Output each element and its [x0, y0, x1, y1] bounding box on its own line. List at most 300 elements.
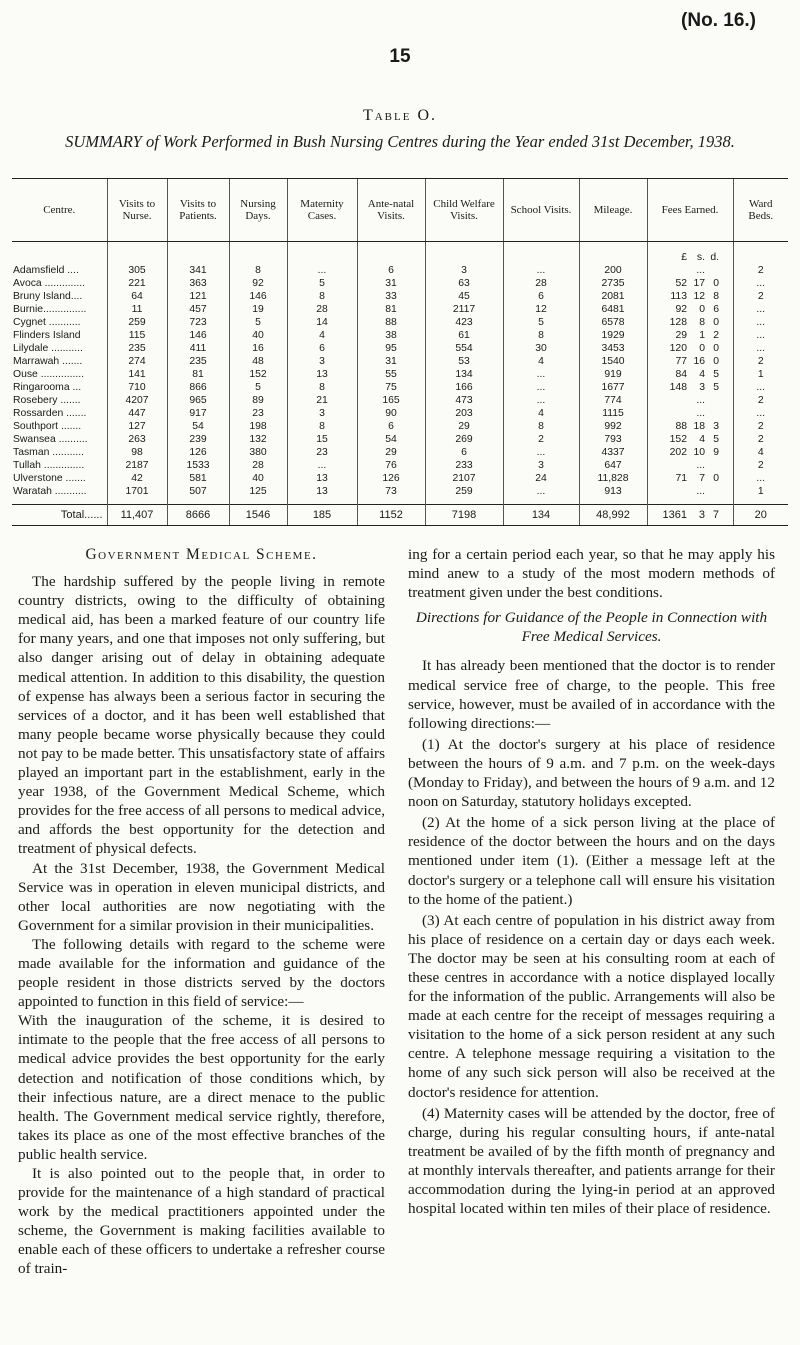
centre-name: Waratah ...........	[13, 486, 87, 497]
total-cell: 11,407	[107, 505, 167, 526]
table-cell: 3	[287, 355, 357, 368]
table-cell: ...	[503, 394, 579, 407]
column-header: Mileage.	[579, 179, 647, 242]
table-cell: 11	[107, 303, 167, 316]
table-cell: 23	[287, 446, 357, 459]
table-cell: 710	[107, 381, 167, 394]
table-cell: 14	[287, 316, 357, 329]
table-cell: 8	[229, 264, 287, 277]
table-cell: 166	[425, 381, 503, 394]
fee-part: 17	[693, 278, 705, 289]
table-cell: 19	[229, 303, 287, 316]
column-header: Nursing Days.	[229, 179, 287, 242]
table-cell: 6	[287, 342, 357, 355]
fee-part: 0	[713, 473, 719, 484]
table-cell: 235	[167, 355, 229, 368]
table-cell	[647, 368, 733, 381]
table-cell: 5	[287, 277, 357, 290]
fee-part: 148	[669, 382, 687, 393]
fee-part: 84	[675, 369, 687, 380]
fee-part: 0	[713, 278, 719, 289]
table-cell: 4	[503, 407, 579, 420]
table-cell: 8	[287, 420, 357, 433]
table-cell: 15	[287, 433, 357, 446]
fee-part: 1	[699, 330, 705, 341]
table-row	[12, 433, 788, 446]
fee-part: 3	[699, 382, 705, 393]
column-header: Visits to Patients.	[167, 179, 229, 242]
table-cell: 28	[503, 277, 579, 290]
table-cell: 165	[357, 394, 425, 407]
table-cell: 263	[107, 433, 167, 446]
table-cell	[647, 381, 733, 394]
table-cell: ...	[733, 303, 788, 316]
table-cell: 2081	[579, 290, 647, 303]
table-row	[12, 316, 788, 329]
table-cell: 89	[229, 394, 287, 407]
left-column	[18, 545, 385, 1279]
centre-name: Ouse ...............	[13, 369, 85, 380]
total-cell: 185	[287, 505, 357, 526]
paragraph: (4) Maternity cases will be attended by the doctor, free of charge, during his regular consulting hours, if ante-natal treatment be availed of by the fifth month of pregnancy and at monthly intervals thereafter, and patients arrange for their accommodation during the lying-in period at an approved hospital located within ten miles of their place of residence.	[408, 1104, 775, 1218]
table-cell: 1701	[107, 485, 167, 498]
table-cell: 132	[229, 433, 287, 446]
table-cell: 38	[357, 329, 425, 342]
table-cell: 239	[167, 433, 229, 446]
table-cell	[647, 355, 733, 368]
table-row	[12, 485, 788, 498]
table-cell: 198	[229, 420, 287, 433]
table-cell: 8	[503, 329, 579, 342]
table-cell: 423	[425, 316, 503, 329]
fee-part: 52	[675, 278, 687, 289]
table-cell: 16	[229, 342, 287, 355]
table-cell: 866	[167, 381, 229, 394]
empty-cell	[357, 242, 425, 265]
table-cell: ...	[287, 264, 357, 277]
table-cell: 3	[425, 264, 503, 277]
table-row	[12, 394, 788, 407]
table-cell: ...	[733, 277, 788, 290]
fee-part: 18	[693, 421, 705, 432]
table-cell: 8	[287, 381, 357, 394]
table-cell: 126	[357, 472, 425, 485]
table-row	[12, 290, 788, 303]
table-cell	[647, 290, 733, 303]
total-label: Total......	[12, 505, 107, 526]
column-header: Maternity Cases.	[287, 179, 357, 242]
table-cell: 4207	[107, 394, 167, 407]
table-cell: 31	[357, 277, 425, 290]
fee-part: 5	[713, 382, 719, 393]
table-cell: 221	[107, 277, 167, 290]
table-cell: 12	[503, 303, 579, 316]
total-cell: 20	[733, 505, 788, 526]
table-cell: ...	[733, 472, 788, 485]
centre-name: Tullah ..............	[13, 460, 85, 471]
table-cell: ...	[503, 485, 579, 498]
table-cell: 5	[229, 316, 287, 329]
table-cell: 1115	[579, 407, 647, 420]
fee-part: 0	[713, 343, 719, 354]
table-cell: 30	[503, 342, 579, 355]
total-cell: 48,992	[579, 505, 647, 526]
right-column	[408, 545, 775, 1220]
table-cell	[647, 394, 733, 407]
table-cell: 125	[229, 485, 287, 498]
table-cell: ...	[503, 368, 579, 381]
table-cell: 647	[579, 459, 647, 472]
directions-subheading: Directions for Guidance of the People in Connection with Free Medical Services.	[415, 609, 768, 646]
table-cell: 2	[503, 433, 579, 446]
continuation-paragraph: ing for a certain period each year, so that he may apply his mind anew to a study of the most modern methods of treatment given under the best conditions.	[408, 546, 775, 602]
column-header: Ward Beds.	[733, 179, 788, 242]
table-cell: 29	[425, 420, 503, 433]
fee-part: 88	[675, 421, 687, 432]
paragraph: (2) At the home of a sick person living at the place of residence of the doctor between the hours and on the days mentioned under item (1). (Either a message left at the doctor's surgery or a telephone call will ensure his visitation to the home of the patient.)	[408, 814, 775, 908]
table-cell: 5	[503, 316, 579, 329]
fee-part: 0	[699, 304, 705, 315]
table-cell: 42	[107, 472, 167, 485]
table-row	[12, 381, 788, 394]
table-cell: 2	[733, 433, 788, 446]
empty-cell	[287, 242, 357, 265]
table-row	[12, 264, 788, 277]
table-cell: 269	[425, 433, 503, 446]
table-cell: 363	[167, 277, 229, 290]
table-cell: 203	[425, 407, 503, 420]
table-cell: 8	[287, 290, 357, 303]
table-cell: 2	[733, 459, 788, 472]
table-row	[12, 407, 788, 420]
paragraph: It is also pointed out to the people that, in order to provide for the maintenance of a high standard of practical work by the medical practitioners appointed under the scheme, the Government is making facilities available to enable each of these officers to undertake a refresher course of train-	[18, 1165, 385, 1278]
table-cell: 54	[357, 433, 425, 446]
fee-part: 10	[693, 447, 705, 458]
fee-unit: £	[681, 252, 687, 263]
table-cell: 40	[229, 329, 287, 342]
table-cell: 8	[503, 420, 579, 433]
table-cell: 274	[107, 355, 167, 368]
table-cell: 5	[229, 381, 287, 394]
table-cell: 76	[357, 459, 425, 472]
centre-name: Ulverstone .......	[13, 473, 86, 484]
total-cell: 7198	[425, 505, 503, 526]
fee-part: 12	[693, 291, 705, 302]
table-cell: 447	[107, 407, 167, 420]
table-cell: 126	[167, 446, 229, 459]
table-row	[12, 368, 788, 381]
empty-cell	[12, 242, 107, 265]
fee-part: 113	[670, 291, 687, 302]
table-cell: 507	[167, 485, 229, 498]
table-cell: 200	[579, 264, 647, 277]
total-cell: 1152	[357, 505, 425, 526]
table-cell: 380	[229, 446, 287, 459]
table-cell: 75	[357, 381, 425, 394]
table-cell: 723	[167, 316, 229, 329]
table-cell	[647, 433, 733, 446]
table-cell: 2117	[425, 303, 503, 316]
table-title: Table O.	[362, 107, 438, 124]
table-cell: 29	[357, 446, 425, 459]
table-cell: 473	[425, 394, 503, 407]
table-cell: 2107	[425, 472, 503, 485]
table-cell: 4	[287, 329, 357, 342]
table-cell	[647, 329, 733, 342]
table-cell: 81	[357, 303, 425, 316]
table-cell: 2	[733, 420, 788, 433]
centre-name: Rossarden .......	[13, 408, 87, 419]
table-cell: 2187	[107, 459, 167, 472]
fee-part: 3	[698, 508, 705, 521]
centre-name: Avoca ..............	[13, 278, 85, 289]
table-row	[12, 420, 788, 433]
empty-cell	[733, 242, 788, 265]
table-cell	[647, 277, 733, 290]
table-cell: ...	[503, 264, 579, 277]
table-cell: 55	[357, 368, 425, 381]
paragraph: (3) At each centre of population in his district away from his place of residence on a certain day or days each week. The doctor may be seen at his consulting room at each of these centres in accordance with a notice displayed locally for the information of the public. Arrangements will also be made at each centre for the receipt of messages requiring a visitation to the home of a sick person resident at any such centre. A telephone message requiring a visitation to the home of any such sick person will also be received at the doctor's residence for attention.	[408, 911, 775, 1101]
table-cell: 6	[357, 420, 425, 433]
table-cell	[647, 472, 733, 485]
table-cell: 115	[107, 329, 167, 342]
table-cell: 1677	[579, 381, 647, 394]
table-row	[12, 459, 788, 472]
document-number: (No. 16.)	[681, 10, 756, 31]
table-row	[12, 329, 788, 342]
empty-cell	[425, 242, 503, 265]
table-cell: 90	[357, 407, 425, 420]
table-cell: 92	[229, 277, 287, 290]
table-cell: 13	[287, 472, 357, 485]
table-cell: 305	[107, 264, 167, 277]
table-cell: 31	[357, 355, 425, 368]
table-cell: 4337	[579, 446, 647, 459]
table-cell: 6	[357, 264, 425, 277]
table-cell	[647, 420, 733, 433]
table-row	[12, 342, 788, 355]
total-cell	[647, 505, 733, 526]
table-row	[12, 446, 788, 459]
table-cell: 793	[579, 433, 647, 446]
table-cell: 63	[425, 277, 503, 290]
table-cell: 73	[357, 485, 425, 498]
fee-part: 202	[669, 447, 687, 458]
table-cell: 95	[357, 342, 425, 355]
paragraph: (1) At the doctor's surgery at his place of residence between the hours of 9 a.m. and 7 p.m. on the week-days (Monday to Friday), and between the hours of 9 a.m. and 12 noon on Saturday, statutory holidays excepted.	[408, 735, 775, 811]
table-cell: 235	[107, 342, 167, 355]
fee-part: ...	[696, 486, 705, 497]
table-cell: 28	[229, 459, 287, 472]
table-cell: 64	[107, 290, 167, 303]
table-cell: 341	[167, 264, 229, 277]
empty-cell	[503, 242, 579, 265]
table-cell: 2	[733, 290, 788, 303]
paragraph: The following details with regard to the scheme were made available for the information and guidance of the people resident in those districts served by the doctors appointed to function in this field of service:—	[18, 935, 385, 1011]
table-cell: 1533	[167, 459, 229, 472]
fee-part: ...	[696, 460, 705, 471]
table-cell: 233	[425, 459, 503, 472]
fee-part: 3	[713, 421, 719, 432]
total-row	[12, 505, 788, 526]
fee-part: 7	[699, 473, 705, 484]
fee-part: 0	[713, 317, 719, 328]
table-cell	[647, 303, 733, 316]
fee-part: 4	[699, 369, 705, 380]
table-cell	[647, 264, 733, 277]
table-cell: ...	[287, 459, 357, 472]
unit-row	[12, 242, 788, 265]
table-cell: 3	[503, 459, 579, 472]
table-cell: 40	[229, 472, 287, 485]
table-cell: 24	[503, 472, 579, 485]
centre-name: Marrawah .......	[13, 356, 83, 367]
table-cell: 146	[167, 329, 229, 342]
table-cell: 33	[357, 290, 425, 303]
table-cell: 13	[287, 485, 357, 498]
fee-part: ...	[696, 265, 705, 276]
paragraph: It has already been mentioned that the doctor is to render medical service free of charge, to the people. This free service, however, must be availed of in accordance with the following directions:—	[408, 657, 775, 732]
fee-part: 7	[712, 508, 719, 521]
table-cell: 141	[107, 368, 167, 381]
table-cell: 28	[287, 303, 357, 316]
fee-part: 0	[713, 356, 719, 367]
table-cell: 127	[107, 420, 167, 433]
table-cell: 13	[287, 368, 357, 381]
fee-part: 5	[713, 369, 719, 380]
column-header: School Visits.	[503, 179, 579, 242]
table-cell: 1540	[579, 355, 647, 368]
table-cell: 4	[503, 355, 579, 368]
table-cell: 965	[167, 394, 229, 407]
table-cell: 11,828	[579, 472, 647, 485]
article-heading: Government Medical Scheme.	[85, 546, 318, 563]
table-cell: 2735	[579, 277, 647, 290]
fee-part: 8	[713, 291, 719, 302]
total-cell: 8666	[167, 505, 229, 526]
table-cell: 1929	[579, 329, 647, 342]
table-cell: 6481	[579, 303, 647, 316]
column-header: Child Welfare Visits.	[425, 179, 503, 242]
empty-cell	[167, 242, 229, 265]
centre-name: Burnie...............	[13, 304, 87, 315]
table-header-row	[12, 179, 788, 242]
table-cell: 4	[733, 446, 788, 459]
column-header: Fees Earned.	[647, 179, 733, 242]
table-cell: 3	[287, 407, 357, 420]
fee-part: 92	[675, 304, 687, 315]
centre-name: Bruny Island....	[13, 291, 83, 302]
centre-name: Ringarooma ...	[13, 382, 82, 393]
fee-part: 77	[675, 356, 687, 367]
fee-part: 2	[713, 330, 719, 341]
fee-part: 9	[713, 447, 719, 458]
total-cell: 1546	[229, 505, 287, 526]
table-row	[12, 277, 788, 290]
table-cell: 1	[733, 485, 788, 498]
column-header: Ante-natal Visits.	[357, 179, 425, 242]
table-cell: 917	[167, 407, 229, 420]
fee-part: 71	[675, 473, 687, 484]
table-cell: 581	[167, 472, 229, 485]
table-cell: 54	[167, 420, 229, 433]
centre-name: Flinders Island	[13, 330, 81, 341]
table-cell: 121	[167, 290, 229, 303]
table-cell: 992	[579, 420, 647, 433]
fee-part: 16	[693, 356, 705, 367]
centre-name: Lilydale ...........	[13, 343, 83, 354]
table-cell: 2	[733, 264, 788, 277]
table-cell	[647, 446, 733, 459]
fee-part: 1361	[662, 508, 687, 521]
table-cell	[647, 407, 733, 420]
table-cell: 81	[167, 368, 229, 381]
centre-name: Tasman ...........	[13, 447, 85, 458]
table-cell: ...	[733, 329, 788, 342]
table-cell: 411	[167, 342, 229, 355]
fee-part: 5	[713, 434, 719, 445]
fee-part: 4	[699, 434, 705, 445]
fee-part: ...	[696, 408, 705, 419]
fee-part: 6	[713, 304, 719, 315]
table-cell: ...	[503, 381, 579, 394]
table-row	[12, 303, 788, 316]
table-cell	[647, 316, 733, 329]
summary-table	[12, 178, 788, 526]
centre-name: Rosebery .......	[13, 395, 81, 406]
table-cell: 134	[425, 368, 503, 381]
table-cell: 45	[425, 290, 503, 303]
table-cell: 152	[229, 368, 287, 381]
table-cell: 88	[357, 316, 425, 329]
table-subtitle: SUMMARY of Work Performed in Bush Nursing Centres during the Year ended 31st December, 1938.	[65, 132, 735, 151]
table-cell: 6	[425, 446, 503, 459]
table-cell: 2	[733, 394, 788, 407]
table-cell: 457	[167, 303, 229, 316]
table-cell: ...	[733, 407, 788, 420]
page-number: 15	[389, 46, 411, 67]
table-cell: 53	[425, 355, 503, 368]
fee-part: 29	[675, 330, 687, 341]
total-cell: 134	[503, 505, 579, 526]
table-cell: 98	[107, 446, 167, 459]
table-cell	[647, 485, 733, 498]
column-header: Centre.	[12, 179, 107, 242]
column-header: Visits to Nurse.	[107, 179, 167, 242]
table-cell: 48	[229, 355, 287, 368]
fee-part: 152	[669, 434, 687, 445]
table-cell: ...	[733, 381, 788, 394]
fee-part: 0	[699, 343, 705, 354]
table-cell: ...	[733, 316, 788, 329]
paragraph: With the inauguration of the scheme, it is desired to intimate to the people that the free access of all persons to medical advice provides the best opportunity for the early detection and notification of those conditions which, by their infectious nature, are a direct menace to the public health. The Government medical service rightly, therefore, takes its place as one of the most effective branches of the public health service.	[18, 1012, 385, 1163]
fee-units	[647, 242, 733, 265]
table-cell: 6	[503, 290, 579, 303]
table-cell: 259	[107, 316, 167, 329]
table-cell: ...	[503, 446, 579, 459]
fee-part: ...	[696, 395, 705, 406]
centre-name: Cygnet ...........	[13, 317, 81, 328]
table-cell: 259	[425, 485, 503, 498]
table-cell: 146	[229, 290, 287, 303]
paragraph: The hardship suffered by the people living in remote country districts, owing to the difficulty of obtaining medical aid, has been a marked feature of our country life for many years, and one that imposes not only suffering, but also danger arising out of delay in obtaining adequate medical attention. In addition to this disability, the question of expense has always been a serious factor in securing the services of a doctor, and it has been well established that many people became worse physically because they could not pay to be made better. This unsatisfactory state of affairs played an important part in the establishment, early in the year 1938, of the Government Medical Scheme, which provides for the free access of all persons to medical advice, and affords the best opportunity for the detection and treatment of physical defects.	[18, 573, 385, 858]
fee-part: 8	[699, 317, 705, 328]
table-cell	[647, 342, 733, 355]
table-cell: 2	[733, 355, 788, 368]
fee-part: 128	[669, 317, 687, 328]
fee-unit: s.	[696, 252, 705, 263]
table-cell: 919	[579, 368, 647, 381]
